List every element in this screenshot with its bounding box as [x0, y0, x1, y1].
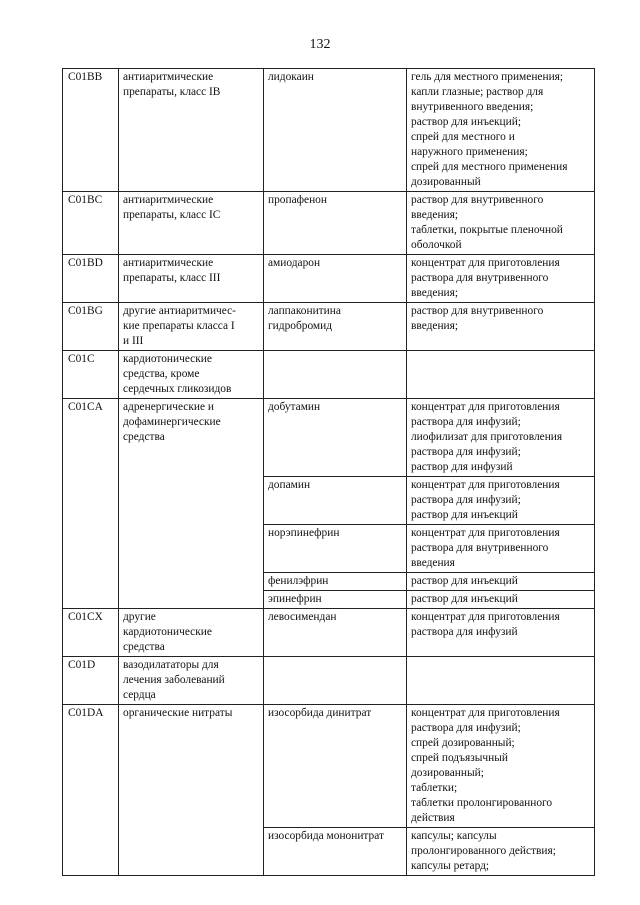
- atc-code: C01BG: [63, 303, 119, 351]
- dosage-forms: концентрат для приготовления раствора для инфузий; лиофилизат для приготовления раствора для инфузий; раствор для инфузий: [407, 399, 595, 477]
- drug-name: [264, 351, 407, 399]
- drug-name: норэпинефрин: [264, 525, 407, 573]
- atc-group: адренергические и дофаминергические средства: [119, 399, 264, 609]
- table-row: [63, 351, 595, 399]
- drug-name: левосимендан: [264, 609, 407, 657]
- table-row: [63, 69, 595, 192]
- table-row: [63, 705, 595, 828]
- dosage-forms: [407, 657, 595, 705]
- dosage-forms: [407, 351, 595, 399]
- dosage-forms: раствор для инъекций: [407, 591, 595, 609]
- table-row: [63, 657, 595, 705]
- drug-name: лаппаконитина гидробромид: [264, 303, 407, 351]
- atc-group: другие кардиотонические средства: [119, 609, 264, 657]
- atc-group: антиаритмические препараты, класс III: [119, 255, 264, 303]
- atc-code: C01CA: [63, 399, 119, 609]
- atc-group: вазодилататоры для лечения заболеваний сердца: [119, 657, 264, 705]
- atc-code: C01BC: [63, 192, 119, 255]
- atc-group: антиаритмические препараты, класс IC: [119, 192, 264, 255]
- atc-code: C01D: [63, 657, 119, 705]
- atc-group: антиаритмические препараты, класс IB: [119, 69, 264, 192]
- dosage-forms: раствор для инъекций: [407, 573, 595, 591]
- atc-code: C01DA: [63, 705, 119, 876]
- drug-name: пропафенон: [264, 192, 407, 255]
- drug-name: допамин: [264, 477, 407, 525]
- atc-group: другие антиаритмичес- кие препараты класса I и III: [119, 303, 264, 351]
- table-row: [63, 609, 595, 657]
- atc-code: C01C: [63, 351, 119, 399]
- dosage-forms: капсулы; капсулы пролонгированного действия; капсулы ретард;: [407, 828, 595, 876]
- drug-name: изосорбида динитрат: [264, 705, 407, 828]
- page-number: 132: [309, 37, 331, 52]
- drug-name: эпинефрин: [264, 591, 407, 609]
- dosage-forms: концентрат для приготовления раствора для внутривенного введения;: [407, 255, 595, 303]
- dosage-forms: концентрат для приготовления раствора для инфузий; спрей дозированный; спрей подъязычный дозированный; таблетки; таблетки пролонгированного действия: [407, 705, 595, 828]
- atc-code: C01CX: [63, 609, 119, 657]
- table-row: [63, 399, 595, 477]
- atc-code: C01BB: [63, 69, 119, 192]
- table-row: [63, 303, 595, 351]
- dosage-forms: концентрат для приготовления раствора для инфузий: [407, 609, 595, 657]
- drug-table: [62, 68, 595, 876]
- drug-name: лидокаин: [264, 69, 407, 192]
- table-row: [63, 192, 595, 255]
- drug-name: фенилэфрин: [264, 573, 407, 591]
- drug-name: изосорбида мононитрат: [264, 828, 407, 876]
- drug-name: [264, 657, 407, 705]
- dosage-forms: гель для местного применения; капли глазные; раствор для внутривенного введения; раствор для инъекций; спрей для местного и наружного применения; спрей для местного применения дозированный: [407, 69, 595, 192]
- dosage-forms: раствор для внутривенного введения;: [407, 303, 595, 351]
- atc-group: кардиотонические средства, кроме сердечных гликозидов: [119, 351, 264, 399]
- atc-group: органические нитраты: [119, 705, 264, 876]
- dosage-forms: раствор для внутривенного введения; таблетки, покрытые пленочной оболочкой: [407, 192, 595, 255]
- drug-name: амиодарон: [264, 255, 407, 303]
- drug-name: добутамин: [264, 399, 407, 477]
- dosage-forms: концентрат для приготовления раствора для инфузий; раствор для инъекций: [407, 477, 595, 525]
- table-row: [63, 255, 595, 303]
- atc-code: C01BD: [63, 255, 119, 303]
- dosage-forms: концентрат для приготовления раствора для внутривенного введения: [407, 525, 595, 573]
